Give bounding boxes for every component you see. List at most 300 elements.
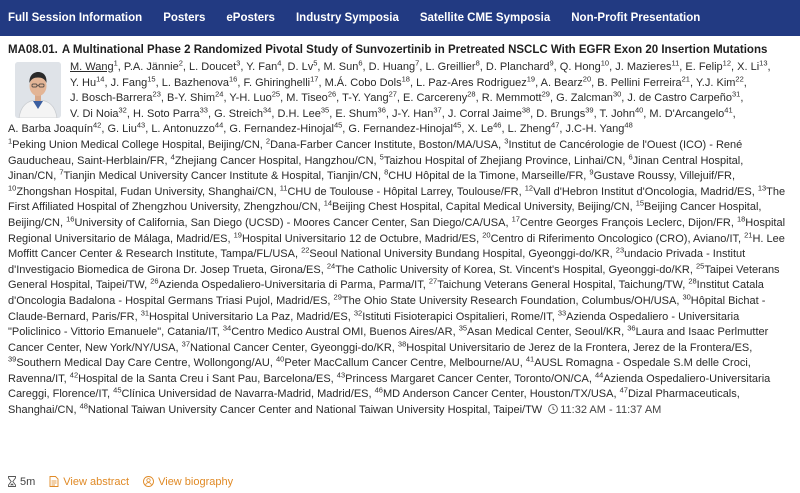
- clock-icon: [548, 404, 558, 414]
- view-biography-label: View biography: [158, 475, 234, 488]
- author-name: J. Mazieres: [615, 61, 672, 73]
- affiliation-text: Hôpital Bichat - Claude-Bernard, Paris/FR: [8, 294, 766, 323]
- author-name: T-Y. Yang: [342, 92, 389, 105]
- author-affiliation-number: 43: [136, 120, 146, 130]
- affiliation-separator: ,: [422, 279, 426, 292]
- author-separator: ,: [530, 107, 534, 120]
- affiliation-text: H. Lee Moffitt Cancer Center & Research Institute, Tampa/FL/USA: [8, 232, 785, 261]
- affiliation-text: CHU de Toulouse - Hôpital Larrey, Toulouse/FR: [287, 185, 519, 198]
- author-name: M.Á. Cobo Dols: [324, 76, 402, 89]
- author-separator: ,: [609, 61, 613, 73]
- affiliation-separator: ,: [320, 263, 324, 276]
- author-item: [559, 58, 613, 73]
- affiliation-text: Asan Medical Center, Seoul/KR: [467, 326, 622, 339]
- affiliation-separator: ,: [216, 326, 220, 339]
- author-name: D.H. Lee: [277, 107, 321, 120]
- author-affiliation-number: 32: [118, 105, 127, 115]
- author-item: [151, 120, 227, 136]
- author-name: D. Planchard: [485, 61, 550, 73]
- affiliation-text: Peking Union Medical College Hospital, Beijing/CN: [12, 138, 260, 151]
- author-name: L. Greillier: [425, 61, 476, 73]
- time-range: 11:32 AM - 11:37 AM: [560, 404, 662, 417]
- affiliation-item: [524, 183, 755, 198]
- author-affiliation-number: 28: [467, 89, 476, 99]
- author-affiliation-number: 19: [526, 73, 536, 83]
- author-separator: ,: [182, 61, 186, 73]
- author-name: D. Huang: [368, 61, 416, 73]
- affiliation-separator: ,: [621, 326, 625, 339]
- affiliation-number: 37: [181, 339, 190, 349]
- affiliation-separator: ,: [377, 170, 382, 183]
- author-name: V. Di Noia: [70, 107, 119, 120]
- author-item: [556, 89, 625, 105]
- affiliation-text: Beijing Cancer Hospital, Beijing/CN: [8, 201, 762, 229]
- author-name: A. Barba Joaquín: [8, 123, 94, 136]
- affiliation-separator: ,: [373, 154, 377, 167]
- author-affiliation-number: 37: [433, 105, 442, 115]
- affiliation-separator: ,: [134, 310, 138, 323]
- author-affiliation-number: 18: [401, 73, 410, 83]
- nav-full-session-information[interactable]: Full Session Information: [8, 12, 143, 24]
- author-separator: ,: [207, 107, 212, 120]
- affiliation-text: Azienda Ospedaliero-Universitaria Careggi, Florence/IT: [8, 372, 771, 401]
- author-affiliation-number: 42: [93, 120, 102, 130]
- affiliation-item: [384, 167, 587, 183]
- author-name: L. Paz-Ares Rodriguez: [416, 76, 527, 89]
- affiliation-item: [397, 339, 753, 354]
- author-separator: ,: [336, 92, 340, 105]
- affiliation-text: Peter MacCallum Cancer Centre, Melbourne/AU: [284, 357, 520, 370]
- affiliation-text: Tianjin Medical University Cancer Institute & Hospital, Tianjin/CN: [63, 170, 378, 183]
- author-affiliation-number: 11: [671, 58, 680, 68]
- affiliation-text: Laura and Isaac Perlmutter Cancer Center, New York/NY/USA: [8, 326, 769, 354]
- author-affiliation-number: 39: [585, 105, 594, 115]
- author-separator: ,: [643, 107, 647, 120]
- author-separator: ,: [549, 92, 554, 105]
- affiliation-text: MD Anderson Cancer Center, Houston/TX/USA: [382, 388, 614, 401]
- affiliation-separator: ,: [317, 201, 321, 214]
- affiliation-item: [150, 276, 426, 292]
- affiliation-item: [170, 151, 377, 167]
- author-item: [107, 120, 149, 136]
- affiliation-separator: ,: [629, 201, 633, 214]
- affiliation-number: 8: [384, 167, 389, 177]
- affiliation-text: Seoul National University Bundang Hospital, Gyeonggi-do/KR: [309, 248, 610, 261]
- author-name: J.C-H. Yang: [565, 123, 625, 136]
- author-separator: ,: [145, 123, 149, 136]
- affiliation-text: Clínica Universidad de Navarra-Madrid, Madrid/ES: [121, 388, 369, 401]
- affiliation-text: Istituti Fisioterapici Ospitalieri, Rome/IT: [362, 310, 552, 323]
- author-separator: ,: [160, 92, 164, 105]
- affiliation-text: Princess Margaret Cancer Center, Toronto/ON/CA: [345, 372, 589, 385]
- affiliation-number: 30: [682, 292, 691, 302]
- affiliation-number: 12: [524, 183, 534, 193]
- author-separator: ,: [237, 76, 241, 89]
- affiliation-separator: ,: [269, 357, 273, 370]
- author-item: [737, 58, 771, 73]
- affiliation-item: [428, 276, 686, 292]
- author-item: [597, 73, 694, 89]
- affiliation-item: [113, 385, 372, 401]
- affiliation-item: [8, 136, 263, 151]
- affiliation-text: Zhongshan Hospital, Fudan University, Shanghai/CN: [16, 185, 274, 198]
- author-name: J-Y. Han: [392, 107, 434, 120]
- presentation-title-text: A Multinational Phase 2 Randomized Pivotal Study of Sunvozertinib in Pretreated NSCLC With EGFR Exon 20 Insertion Mutations: [61, 44, 768, 56]
- author-name: Y. Fan: [246, 61, 278, 73]
- author-separator: ,: [740, 92, 744, 105]
- top-navigation: [0, 0, 800, 36]
- author-name: B-Y. Shim: [167, 92, 216, 105]
- author-item: [324, 73, 414, 89]
- author-name: X. Le: [467, 123, 494, 136]
- affiliation-number: 6: [628, 151, 633, 161]
- author-separator: ,: [396, 92, 400, 105]
- author-name: R. Memmott: [481, 92, 542, 105]
- author-item: [403, 89, 479, 105]
- author-separator: ,: [409, 76, 414, 89]
- affiliation-separator: ,: [505, 216, 509, 229]
- author-separator: ,: [679, 61, 683, 73]
- author-item: [70, 105, 130, 120]
- nav-eposters[interactable]: ePosters: [226, 12, 275, 24]
- presentation-time: [545, 404, 661, 416]
- affiliation-separator: ,: [327, 294, 331, 307]
- author-name: G. Fernandez-Hinojal: [229, 123, 334, 136]
- nav-industry-symposia[interactable]: Industry Symposia: [295, 12, 399, 24]
- author-item: [425, 58, 483, 73]
- author-item: [70, 73, 108, 89]
- author-name: M. D'Arcangelo: [649, 107, 725, 120]
- author-item: [246, 58, 285, 73]
- affiliation-text: Taipei Veterans General Hospital, Taipei/TW: [8, 263, 780, 292]
- affiliation-separator: ,: [689, 263, 693, 276]
- affiliation-separator: ,: [588, 372, 592, 385]
- affiliation-separator: ,: [682, 279, 686, 292]
- author-item: [70, 89, 164, 105]
- author-name: D. Brungs: [536, 107, 586, 120]
- affiliation-number: 16: [66, 214, 75, 224]
- author-affiliation-number: 1: [113, 58, 118, 68]
- author-name: F. Ghiringhelli: [243, 76, 311, 89]
- author-name: E. Carcereny: [403, 92, 468, 105]
- affiliation-item: [8, 354, 273, 370]
- author-separator: ,: [223, 123, 227, 136]
- author-item: [685, 58, 735, 73]
- author-separator: ,: [342, 123, 346, 136]
- affiliation-item: [59, 167, 382, 183]
- affiliation-number: 45: [113, 385, 122, 395]
- author-item: [286, 89, 340, 105]
- author-separator: ,: [126, 107, 130, 120]
- affiliation-item: [374, 385, 617, 401]
- affiliation-text: Hospital Universitario 12 de Octubre, Madrid/ES: [241, 232, 477, 245]
- author-separator: ,: [731, 61, 735, 73]
- author-item: [229, 120, 346, 136]
- affiliation-text: The Catholic University of Korea, St. Vincent's Hospital, Gyeonggi-do/KR: [335, 263, 690, 276]
- affiliation-number: 14: [323, 198, 333, 208]
- affiliation-number: 42: [69, 370, 79, 380]
- author-affiliation-number: 33: [199, 105, 208, 115]
- author-name: P.A. Jännie: [123, 61, 179, 73]
- author-item: [323, 58, 366, 73]
- affiliation-number: 24: [326, 261, 336, 271]
- affiliation-number: 38: [397, 339, 407, 349]
- speaker-avatar[interactable]: [15, 62, 61, 118]
- affiliation-separator: ,: [368, 388, 372, 401]
- affiliation-text: Azienda Ospedaliero-Universitaria di Parma, Parma/IT: [158, 279, 423, 292]
- affiliation-item: [511, 214, 734, 229]
- author-affiliation-number: 7: [415, 58, 420, 68]
- author-name: M. Sun: [323, 61, 359, 73]
- author-affiliation-number: 36: [377, 105, 386, 115]
- affiliation-number: 4: [170, 151, 175, 161]
- author-separator: ,: [281, 61, 285, 73]
- author-item: [540, 73, 595, 89]
- author-affiliation-number: 35: [320, 105, 330, 115]
- author-item: [123, 58, 186, 73]
- author-name: G. Zalcman: [556, 92, 613, 105]
- author-item: [243, 73, 322, 89]
- author-item: [110, 73, 159, 89]
- author-item: [536, 105, 597, 120]
- author-affiliation-number: 8: [475, 58, 480, 68]
- author-item: [416, 73, 539, 89]
- affiliation-number: 31: [140, 307, 150, 317]
- affiliation-separator: ,: [731, 170, 736, 183]
- affiliation-separator: ,: [452, 326, 456, 339]
- author-item: [287, 58, 321, 73]
- affiliation-item: [222, 323, 456, 339]
- affiliation-separator: ,: [227, 232, 231, 245]
- affiliation-text: Beijing Chest Hospital, Capital Medical University, Beijing/CN: [332, 201, 630, 214]
- affiliation-text: The Ohio State University Research Foundation, Columbus/OH/USA: [341, 294, 677, 307]
- author-separator: ,: [767, 61, 771, 73]
- author-affiliation-number: 9: [549, 58, 554, 68]
- author-name[interactable]: M. Wang: [70, 61, 114, 73]
- author-separator: ,: [240, 61, 244, 73]
- affiliation-number: 18: [736, 214, 746, 224]
- affiliation-separator: ,: [519, 357, 523, 370]
- affiliation-text: AUSL Romagna - Ospedale S.M delle Croci, Ravenna/IT: [8, 357, 751, 385]
- author-item: [627, 89, 744, 105]
- nav-satellite-cme-symposia[interactable]: Satellite CME Symposia: [419, 12, 551, 24]
- author-name: Y-H. Luo: [229, 92, 272, 105]
- author-name: H. Soto Parra: [132, 107, 200, 120]
- author-item: [507, 120, 563, 136]
- affiliation-number: 25: [696, 261, 705, 271]
- affiliation-number: 3: [504, 136, 509, 146]
- author-affiliation-number: 48: [624, 120, 633, 130]
- author-affiliation-number: 29: [541, 89, 550, 99]
- affiliation-text: Taichung Veterans General Hospital, Taichung/TW: [437, 279, 683, 292]
- nav-posters[interactable]: Posters: [163, 12, 206, 24]
- affiliation-text: Institut de Cancérologie de l'Ouest (ICO) - René Gauducheau, Saint-Herblain/FR: [8, 138, 743, 167]
- affiliation-text: Jinan Central Hospital, Jinan/CN: [8, 154, 744, 183]
- author-separator: ,: [318, 76, 322, 89]
- author-affiliation-number: 45: [452, 120, 462, 130]
- affiliation-separator: ,: [676, 294, 680, 307]
- author-item: [599, 105, 647, 120]
- affiliation-number: 26: [150, 276, 159, 286]
- affiliation-number: 33: [557, 307, 567, 317]
- affiliation-item: [265, 136, 502, 151]
- affiliation-number: 40: [276, 354, 285, 364]
- affiliation-text: Centre Georges François Leclerc, Dijon/FR: [519, 216, 731, 229]
- author-item: [481, 89, 554, 105]
- author-affiliation-number: 25: [271, 89, 281, 99]
- presentation-footer: [8, 473, 247, 490]
- affiliation-separator: ,: [175, 341, 179, 354]
- affiliation-number: 2: [265, 136, 271, 146]
- affiliation-item: [233, 229, 480, 245]
- affiliation-number: 29: [333, 292, 342, 302]
- affiliation-text: Azienda Ospedaliero - Universitaria "Policlinico - Vittorio Emanuele", Catania/IT: [8, 310, 740, 339]
- author-affiliation-number: 45: [333, 120, 343, 130]
- affiliation-separator: ,: [259, 138, 263, 151]
- author-name: M. Tiseo: [286, 92, 328, 105]
- author-name: Y.J. Kim: [695, 76, 736, 89]
- affiliation-number: 10: [8, 183, 17, 193]
- author-name: L. Doucet: [189, 61, 237, 73]
- hourglass-icon: [8, 476, 16, 487]
- author-separator: ,: [419, 61, 423, 73]
- affiliation-number: 47: [619, 385, 628, 395]
- affiliation-separator: ,: [144, 279, 148, 292]
- author-affiliation-number: 21: [681, 73, 690, 83]
- author-affiliation-number: 15: [147, 73, 156, 83]
- affiliation-text: National Taiwan University Cancer Center and National Taiwan University Hospital, Taipei/TW: [87, 404, 543, 417]
- author-affiliation-number: 17: [310, 73, 319, 83]
- affiliation-separator: ,: [63, 372, 67, 385]
- affiliation-separator: ,: [749, 341, 753, 354]
- affiliation-number: 1: [8, 136, 13, 146]
- affiliation-text: Institut Catala d'Oncologia Badalona - Hospital Germans Triasi Pujol, Madrid/ES: [8, 279, 764, 307]
- affiliation-item: [279, 183, 522, 198]
- affiliation-item: [181, 339, 395, 354]
- author-name: G. Liu: [107, 123, 137, 136]
- author-affiliation-number: 24: [215, 89, 224, 99]
- author-name: G. Streich: [214, 107, 263, 120]
- affiliation-item: [79, 401, 543, 417]
- authors-section: [0, 57, 800, 138]
- view-abstract-label: View abstract: [63, 475, 130, 488]
- author-item: [229, 89, 284, 105]
- author-affiliation-number: 41: [724, 105, 733, 115]
- author-name: Y. Hu: [70, 76, 97, 89]
- affiliation-separator: ,: [107, 388, 111, 401]
- author-item: [214, 105, 275, 120]
- affiliation-separator: ,: [53, 170, 57, 183]
- author-affiliation-number: 34: [263, 105, 272, 115]
- author-affiliation-number: 26: [327, 89, 337, 99]
- affiliation-separator: ,: [164, 154, 168, 167]
- view-abstract-link[interactable]: [49, 476, 129, 488]
- author-separator: ,: [621, 92, 625, 105]
- affiliation-item: [66, 214, 509, 229]
- nav-non-profit-presentation[interactable]: Non-Profit Presentation: [571, 12, 701, 24]
- person-icon: [143, 476, 154, 487]
- author-affiliation-number: 2: [178, 58, 183, 68]
- affiliation-separator: ,: [476, 232, 480, 245]
- author-affiliation-number: 3: [236, 58, 241, 68]
- affiliation-item: [301, 245, 613, 261]
- author-item: [8, 120, 105, 136]
- affiliation-separator: ,: [583, 170, 587, 183]
- affiliation-number: 22: [301, 245, 310, 255]
- affiliation-number: 36: [627, 323, 636, 333]
- affiliation-item: [140, 307, 351, 323]
- author-item: [335, 105, 389, 120]
- affiliations-list: [0, 138, 800, 419]
- affiliation-number: 43: [336, 370, 346, 380]
- author-affiliation-number: 38: [521, 105, 531, 115]
- affiliation-text: Vall d'Hebron Institut d'Oncologia, Madrid/ES: [533, 185, 752, 198]
- author-separator: ,: [271, 107, 275, 120]
- author-item: [565, 120, 633, 136]
- affiliation-separator: ,: [498, 138, 502, 151]
- author-separator: ,: [535, 76, 539, 89]
- affiliation-text: Southern Medical Day Care Centre, Wollongong/AU: [16, 357, 270, 370]
- affiliation-text: Hospital Universitario La Paz, Madrid/ES: [149, 310, 348, 323]
- affiliation-number: 23: [615, 245, 625, 255]
- affiliation-number: 48: [79, 401, 88, 411]
- author-affiliation-number: 46: [493, 120, 502, 130]
- author-affiliation-number: 40: [634, 105, 644, 115]
- affiliation-separator: ,: [273, 185, 277, 198]
- author-name: B. Pellini Ferreira: [597, 76, 682, 89]
- author-separator: ,: [593, 107, 597, 120]
- author-name: Q. Hong: [559, 61, 601, 73]
- author-item: [649, 105, 736, 120]
- author-separator: ,: [461, 123, 465, 136]
- author-separator: ,: [479, 61, 483, 73]
- affiliation-number: 20: [482, 229, 491, 239]
- author-affiliation-number: 44: [214, 120, 224, 130]
- affiliation-item: [69, 370, 334, 385]
- affiliation-number: 39: [8, 354, 17, 364]
- affiliation-item: [323, 198, 633, 214]
- author-affiliation-number: 13: [759, 58, 768, 68]
- affiliation-number: 9: [589, 167, 594, 177]
- author-name: L. Zheng: [507, 123, 552, 136]
- author-separator: ,: [591, 76, 595, 89]
- author-name: J. Bosch-Barrera: [70, 92, 153, 105]
- presentation-code: MA08.01.: [8, 44, 58, 56]
- author-item: [189, 58, 244, 73]
- author-affiliation-number: 27: [388, 89, 397, 99]
- duration: [8, 476, 35, 488]
- author-name: J. Corral Jaime: [447, 107, 522, 120]
- author-separator: ,: [385, 107, 389, 120]
- affiliation-text: Taizhou Hospital of Zhejiang Province, Linhai/CN: [383, 154, 623, 167]
- affiliation-number: 21: [744, 229, 753, 239]
- affiliation-separator: ,: [609, 248, 613, 261]
- author-separator: ,: [441, 107, 445, 120]
- affiliation-text: National Cancer Center, Gyeonggi-do/KR: [190, 341, 392, 354]
- affiliation-separator: ,: [751, 185, 755, 198]
- affiliation-text: Centro Medico Austral OMI, Buenos Aires/AR: [231, 326, 453, 339]
- author-separator: ,: [117, 61, 121, 73]
- author-affiliation-number: 30: [612, 89, 622, 99]
- author-separator: ,: [559, 123, 563, 136]
- view-biography-link[interactable]: [143, 476, 233, 488]
- author-affiliation-number: 22: [735, 73, 744, 83]
- author-item: [392, 105, 445, 120]
- author-item: [167, 89, 227, 105]
- author-affiliation-number: 20: [582, 73, 592, 83]
- affiliation-number: 46: [374, 385, 383, 395]
- author-separator: ,: [743, 76, 747, 89]
